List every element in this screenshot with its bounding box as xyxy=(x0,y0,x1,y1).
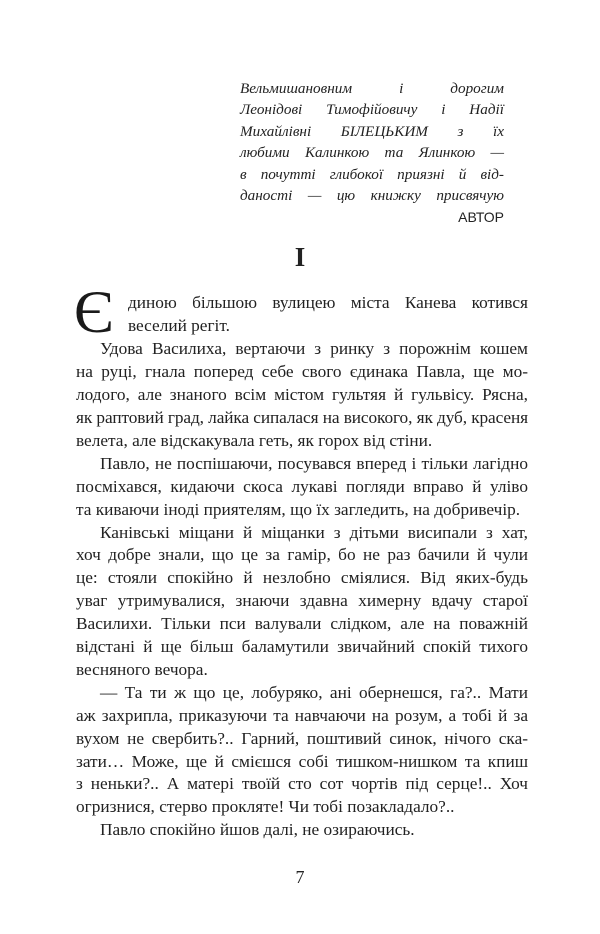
text-line: Удова Василиха, вертаючи з ринку з порожнім кошем xyxy=(100,339,528,359)
text-line: веселий регіт. xyxy=(128,316,230,336)
dedication-line: даності — цю книжку присвячую xyxy=(240,187,504,205)
chapter-heading: I xyxy=(294,242,306,273)
text-line: огризнися, стерво прокляте! Чи тобі позакладало?.. xyxy=(76,797,455,817)
dedication-line: Вельмишановним і дорогим xyxy=(240,80,504,97)
text-line: — Та ти ж що це, лобуряко, ані обернешся, га?.. Мати xyxy=(100,682,528,702)
text-line: хоч добре знали, що це за гамір, бо не раз бачили й чули xyxy=(76,545,528,565)
paragraph xyxy=(76,338,528,453)
drop-cap: Є xyxy=(74,279,114,346)
text-line: уваг утримувалися, знаючи здавна химерну вдачу старої xyxy=(76,591,528,611)
text-line: Василихи. Тільки пси валували слідком, але на поважній xyxy=(76,614,528,634)
dedication-line: Леонідові Тимофійовичу і Надії xyxy=(240,101,504,119)
paragraph xyxy=(76,682,528,819)
text-line: Павло, не поспішаючи, посувався вперед і тільки лагідно xyxy=(100,453,528,473)
dedication-line: в почутті глибокої приязні й від- xyxy=(240,165,504,183)
dedication-author: АВТОР xyxy=(458,209,504,226)
text-line: аж захрипла, приказуючи та навчаючи на розум, а тобі й за xyxy=(76,705,528,725)
text-line: зати… Може, ще й смієшся собі тишком-нишком та кпиш xyxy=(76,751,528,771)
page-number: 7 xyxy=(295,867,305,888)
text-line: як раптовий град, лайка сипалася на високого, як дуб, красеня xyxy=(76,407,528,427)
text-line: Павло спокійно йшов далі, не озираючись. xyxy=(100,820,415,840)
paragraph xyxy=(76,292,528,338)
text-line: весняного вечора. xyxy=(76,659,208,679)
dedication xyxy=(240,78,504,206)
paragraph xyxy=(76,819,528,842)
text-line: відстані й ще більш баламутили звичайний спокій тихого xyxy=(76,637,528,657)
text-line: на руці, гнала поперед себе свого єдинака Павла, ще мо- xyxy=(76,362,528,382)
body-text xyxy=(76,292,528,842)
text-line: Канівські міщани й міщанки з дітьми висипали з хат, xyxy=(100,522,528,542)
paragraph xyxy=(76,453,528,522)
text-line: це: стояли спокійно й незлобно сміялися. Від яких-будь xyxy=(76,568,528,588)
text-line: вухом не свербить?.. Гарний, поштивий синок, нічого ска- xyxy=(76,728,528,748)
dedication-line: Михайлівні БІЛЕЦЬКИМ з їх xyxy=(240,122,504,140)
text-line: з неньки?.. А матері твоїй сто сот чортів під серце!.. Хоч xyxy=(76,774,528,794)
text-line: посміхався, кидаючи скоса лукаві погляди вправо й уліво xyxy=(76,476,528,496)
dedication-line: любими Калинкою та Ялинкою — xyxy=(240,144,504,162)
text-line: та киваючи іноді приятелям, що їх загледить, на добривечір. xyxy=(76,499,521,519)
text-line: диною більшою вулицею міста Канева котився xyxy=(128,293,528,313)
body-block xyxy=(74,279,528,842)
paragraph xyxy=(76,522,528,682)
text-line: велета, але відскакувала геть, як горох від стіни. xyxy=(76,430,433,450)
text-line: лодого, але знаного всім містом гультяя й гульвісу. Рясна, xyxy=(76,385,528,405)
